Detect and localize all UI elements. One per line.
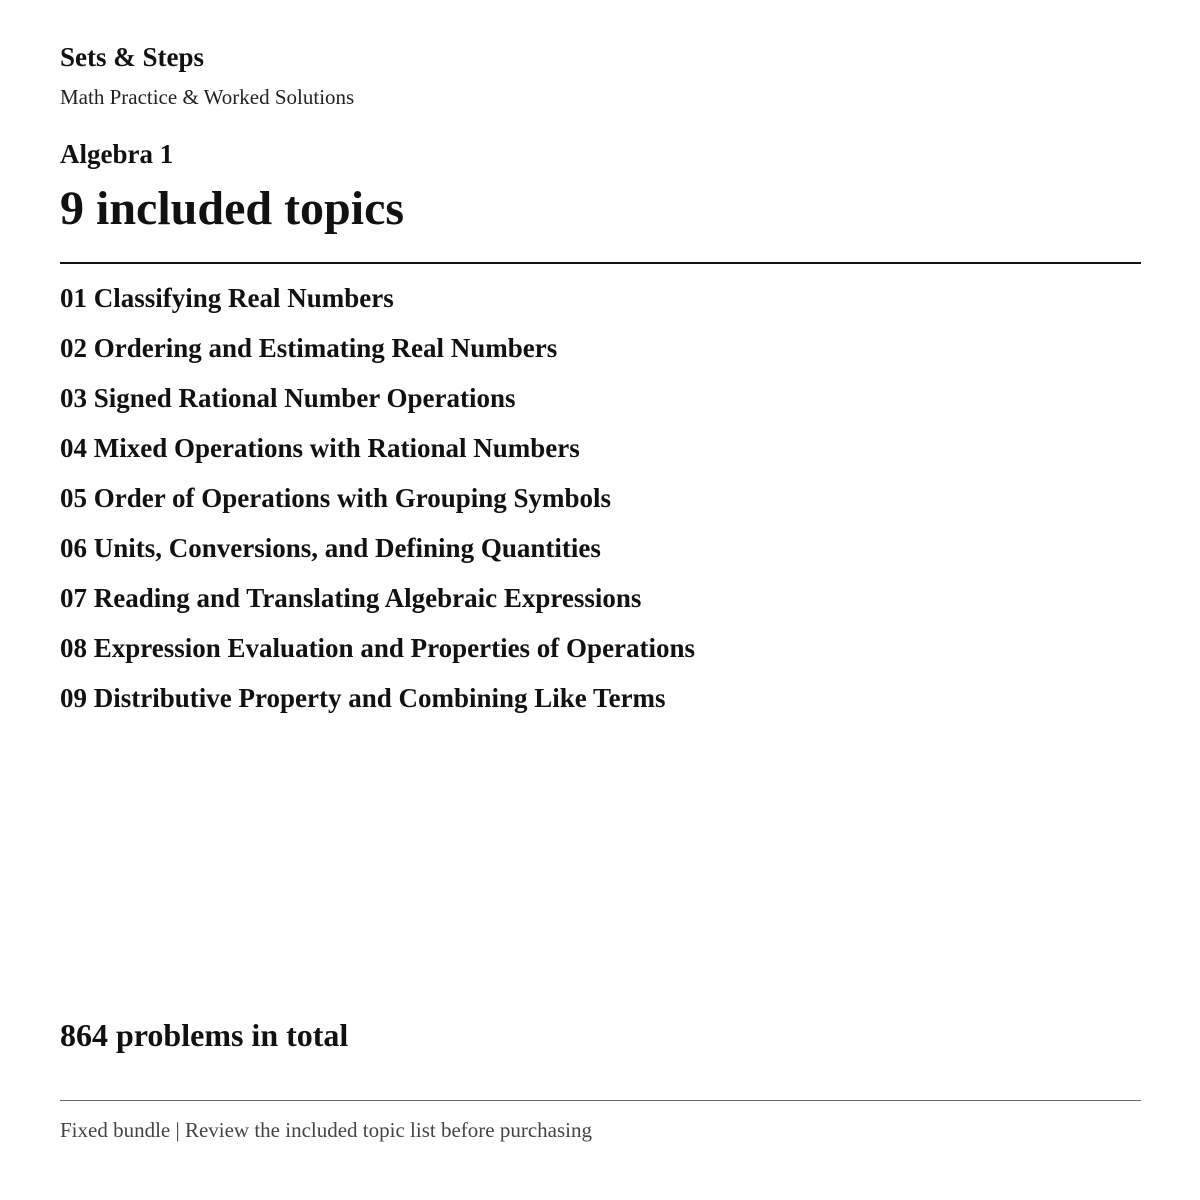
footer-divider: [60, 1100, 1141, 1101]
bundle-page: [60, 0, 1141, 1200]
topic-item: 08 Expression Evaluation and Properties of Operations: [60, 633, 696, 663]
course-name: Algebra 1: [60, 139, 174, 169]
topic-item: 05 Order of Operations with Grouping Symbols: [60, 483, 612, 513]
topic-item: 09 Distributive Property and Combining Like Terms: [60, 683, 666, 713]
topic-item: 06 Units, Conversions, and Defining Quantities: [60, 533, 601, 563]
topic-item: 07 Reading and Translating Algebraic Expressions: [60, 583, 642, 613]
brand-subtitle: Math Practice & Worked Solutions: [60, 85, 355, 109]
topic-count-heading: 9 included topics: [60, 182, 405, 235]
problem-total: 864 problems in total: [60, 1017, 349, 1053]
topic-list: [60, 280, 695, 730]
topic-item: 01 Classifying Real Numbers: [60, 283, 394, 313]
topic-item: 03 Signed Rational Number Operations: [60, 383, 516, 413]
topic-item: 04 Mixed Operations with Rational Numbers: [60, 433, 580, 463]
topic-item: 02 Ordering and Estimating Real Numbers: [60, 333, 558, 363]
brand-title: Sets & Steps: [60, 42, 205, 72]
header-divider: [60, 262, 1141, 264]
footer-note: Fixed bundle | Review the included topic list before purchasing: [60, 1118, 592, 1142]
